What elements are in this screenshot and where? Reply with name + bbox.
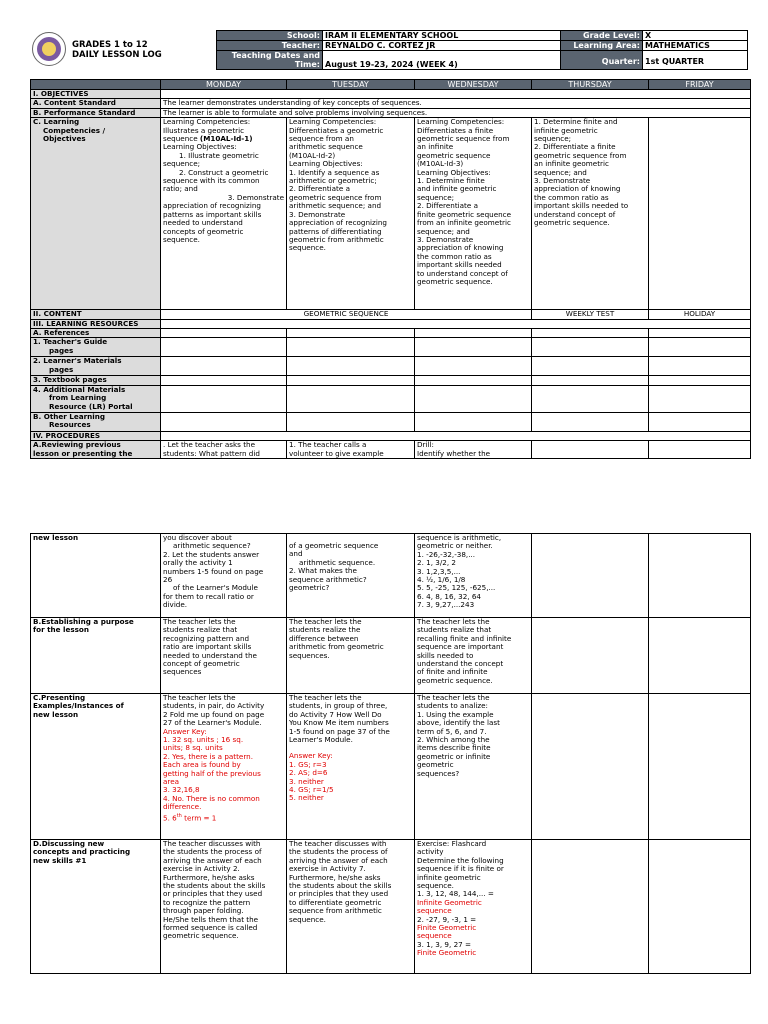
text-line: students, in pair, do Activity xyxy=(163,701,265,711)
text-line: 1. Determine finite xyxy=(417,176,485,186)
other-resources-label: B. Other Learning Resources xyxy=(31,412,161,431)
learning-area-label: Learning Area: xyxy=(561,41,643,51)
section-learning-resources: III. LEARNING RESOURCES xyxy=(31,319,161,328)
text-line: geometric sequence. xyxy=(163,931,239,941)
text-line: 3. 32,16,8 xyxy=(163,785,200,795)
title-line-1: GRADES 1 to 12 xyxy=(72,40,148,50)
tuesday-discussing xyxy=(287,840,415,974)
text-line: to understand concept of xyxy=(417,268,508,278)
text-line: geometric sequence xyxy=(417,150,491,160)
text-line: sequence. xyxy=(289,243,326,253)
text-line: to differentiate geometric xyxy=(289,897,382,907)
tuesday-presenting: The teacher lets the students, in group of three, do Activity 7 How Well Do You Know Me item numbers 1-5 found on page 37 of the Learner's Module. Answer Key: 1. GS; r=3 2. AS; d=6 3. neither 4. GS; r=1/5 5. neither xyxy=(287,694,415,840)
performance-standard-label: B. Performance Standard xyxy=(31,108,161,117)
text-line: (M10AL-Id-3) xyxy=(417,159,464,169)
thursday-content: WEEKLY TEST xyxy=(532,310,649,319)
section-content: II. CONTENT xyxy=(31,310,161,319)
text-line: The teacher discusses with xyxy=(289,839,387,848)
text-line: 1. GS; r=3 xyxy=(289,759,327,769)
monday-review-bottom: you discover about arithmetic sequence? 2. Let the students answer orally the activity 1 numbers 1-5 found on page 26 of the Learner's Module for them to recall ratio or divide. xyxy=(161,534,287,618)
text-line: 4. No. There is no common xyxy=(163,793,260,803)
text-line: Furthermore, he/she asks xyxy=(289,872,381,882)
teachers-guide-label: 1. Teacher's Guide pages xyxy=(31,338,161,357)
text-line: area xyxy=(163,777,180,787)
header-info-table xyxy=(216,30,748,70)
text-line: arithmetic sequence xyxy=(289,142,363,152)
tuesday-review-top: 1. The teacher calls a volunteer to give example xyxy=(287,441,415,459)
text-line: 2. Which among the xyxy=(417,735,490,745)
title-line-2: DAILY LESSON LOG xyxy=(72,50,162,60)
text-line: an infinite xyxy=(417,142,454,152)
teaching-dates-label: Teaching Dates and Time: xyxy=(217,51,323,70)
text-line: 5. neither xyxy=(289,793,324,803)
day-thursday: THURSDAY xyxy=(532,80,649,90)
text-line: exercise in Activity 7. xyxy=(289,864,366,874)
text-line: the students the process of xyxy=(289,847,388,857)
text-line: Differentiates a geometric xyxy=(289,125,384,135)
text-line: 1-5 found on page 37 of the xyxy=(289,726,390,736)
teacher-value: REYNALDO C. CORTEZ JR xyxy=(323,41,561,51)
text-line: sequence; and xyxy=(417,226,470,236)
section-procedures: IV. PROCEDURES xyxy=(31,431,161,440)
text-line: geometric sequence. xyxy=(417,675,493,685)
content-standard-label: A. Content Standard xyxy=(31,99,161,108)
discussing-label: D.Discussing new concepts and practicing new skills #1 xyxy=(31,840,161,974)
text-line: activity xyxy=(417,847,444,857)
text-line: The teacher discusses with xyxy=(163,839,261,848)
text-line: getting half of the previous xyxy=(163,768,261,778)
text-line: infinite geometric xyxy=(534,125,598,135)
wednesday-review-bottom: sequence is arithmetic, geometric or neither. 1. -26,-32,-38,... 2. 1, 3/2, 2 3. 1,2,3,5,... 4. ½, 1/6, 1/8 5. 5, -25, 125, -625,... 6. 4, 8, 16, 32, 64 7. 3, 9,27,...243 xyxy=(415,534,532,618)
text-line: difference between xyxy=(289,633,359,643)
text-line: geometric sequence from xyxy=(534,150,627,160)
teacher-label: Teacher: xyxy=(217,41,323,51)
quarter-value: 1st QUARTER xyxy=(643,57,748,70)
additional-materials-label: 4. Additional Materials from Learning Resource (LR) Portal xyxy=(31,385,161,412)
text-line: students realize the xyxy=(289,625,361,635)
teaching-dates-value: August 19-23, 2024 (WEEK 4) xyxy=(323,51,561,70)
performance-standard-value: The learner is able to formulate and solve problems involving sequences. xyxy=(161,108,751,117)
text-line: Learning Competencies: xyxy=(417,117,505,127)
text-line: sequence. xyxy=(289,914,326,924)
text-line: the common ratio as xyxy=(534,192,609,202)
day-friday: FRIDAY xyxy=(649,80,751,90)
text-line: 2. Differentiate a xyxy=(417,201,478,211)
text-line: appreciation of knowing xyxy=(534,184,621,194)
text-line: students to analize: xyxy=(417,701,488,711)
text-line: The teacher lets the xyxy=(417,693,490,702)
monday-presenting: The teacher lets the students, in pair, do Activity 2 Fold me up found on page 27 of the Learner's Module. Answer Key: 1. 32 sq. units ; 16 sq. units; 8 sq. units 2. Yes, there is a pattern. Each area is found by getting half of the previous area 3. 32,16,8 4. No. There is no common difference. 5. 6th term = 1 xyxy=(161,694,287,840)
text-line: 2. Yes, there is a pattern. xyxy=(163,751,254,761)
text-line: or principles that they used xyxy=(163,889,263,899)
text-line: term of 5, 6, and 7. xyxy=(417,726,487,736)
text-line: needed to understand the xyxy=(163,650,257,660)
text-line: patterns of differentiating xyxy=(289,226,382,236)
text-line: through paper folding. xyxy=(163,906,244,916)
day-tuesday: TUESDAY xyxy=(287,80,415,90)
text-line: The teacher lets the xyxy=(417,617,490,626)
text-line: difference. xyxy=(163,802,202,812)
text-line: important skills needed xyxy=(417,260,502,270)
tuesday-purpose xyxy=(287,618,415,694)
quarter-label: Quarter: xyxy=(561,57,643,70)
friday-content: HOLIDAY xyxy=(649,310,751,319)
text-line: 2. Differentiate a xyxy=(289,184,350,194)
text-line: ratio are important skills xyxy=(163,642,252,652)
text-line: infinite geometric xyxy=(417,872,481,882)
text-line: finite geometric sequence xyxy=(417,209,512,219)
textbook-label: 3. Textbook pages xyxy=(31,376,161,385)
text-line: sequence if it is finite or xyxy=(417,864,504,874)
reviewing-label-bottom: new lesson xyxy=(31,534,161,618)
text-line: units; 8 sq. units xyxy=(163,743,223,753)
reviewing-label-top: A.Reviewing previous lesson or presenting the xyxy=(31,441,161,459)
text-line: geometric or infinite xyxy=(417,751,491,761)
text-line: recognizing pattern and xyxy=(163,633,250,643)
content-topic: GEOMETRIC SEQUENCE xyxy=(161,310,532,319)
thursday-competencies xyxy=(532,118,649,310)
grade-value: X xyxy=(643,31,748,41)
text-line: exercise in Activity 2. xyxy=(163,864,240,874)
text-line: items describe finite xyxy=(417,743,491,753)
tuesday-review-bottom: of a geometric sequence and arithmetic sequence. 2. What makes the sequence arithmetic? geometric? xyxy=(287,534,415,618)
monday-discussing xyxy=(161,840,287,974)
day-monday: MONDAY xyxy=(161,80,287,90)
text-line: students, in group of three, xyxy=(289,701,388,711)
text-line: sequences. xyxy=(289,650,330,660)
school-value: IRAM II ELEMENTARY SCHOOL xyxy=(323,31,561,41)
day-wednesday: WEDNESDAY xyxy=(415,80,532,90)
text-line: above, identify the last xyxy=(417,718,500,728)
learning-area-value: MATHEMATICS xyxy=(643,41,748,51)
learners-materials-label: 2. Learner's Materials pages xyxy=(31,357,161,376)
text-line: appreciation of recognizing xyxy=(289,218,387,228)
grade-label: Grade Level: xyxy=(561,31,643,41)
text-line: The teacher lets the xyxy=(289,693,362,702)
purpose-label: B.Establishing a purpose for the lesson xyxy=(31,618,161,694)
text-line: geometric sequence from xyxy=(289,192,382,202)
text-line: You Know Me item numbers xyxy=(289,718,389,728)
text-line: the students the process of xyxy=(163,847,262,857)
text-line: (M10AL-Id-2) xyxy=(289,150,336,160)
text-line: Determine the following xyxy=(417,855,504,865)
monday-review-top: . Let the teacher asks the students: What pattern did xyxy=(161,441,287,459)
text-line: 1. 32 sq. units ; 16 sq. xyxy=(163,735,244,745)
text-line: 4. GS; r=1/5 xyxy=(289,785,334,795)
text-line: sequence; xyxy=(417,192,455,202)
text-line: The teacher lets the xyxy=(163,617,236,626)
wednesday-presenting xyxy=(415,694,532,840)
text-line: students realize that xyxy=(163,625,238,635)
text-line: arithmetic or geometric; xyxy=(289,176,377,186)
text-line: Differentiates a finite xyxy=(417,125,494,135)
school-label: School: xyxy=(217,31,323,41)
text-line: students realize that xyxy=(417,625,492,635)
text-line: sequence; and xyxy=(534,167,587,177)
text-line: Learning Objectives: xyxy=(289,159,363,169)
text-line: sequence are important xyxy=(417,642,504,652)
deped-seal-icon xyxy=(32,32,66,66)
text-line: Learner's Module. xyxy=(289,735,353,745)
text-line: formed sequence is called xyxy=(163,923,258,933)
monday-competencies: Learning Competencies: Illustrates a geometric sequence (M10AL-Id-1) Learning Objectives: 1. Illustrate geometric sequence; 2. Construct a geometric sequence with its common ratio; and 3. Demonstrate appreciation of recognizing patterns as important skills needed to understand concepts of geometric sequence. xyxy=(161,118,287,310)
text-line: 3. Demonstrate xyxy=(534,176,591,186)
text-line: the students about the skills xyxy=(289,881,392,891)
text-line: The teacher lets the xyxy=(163,693,236,702)
text-line: Each area is found by xyxy=(163,760,241,770)
text-line: appreciation of knowing xyxy=(417,243,504,253)
tuesday-competencies xyxy=(287,118,415,310)
text-line: The teacher lets the xyxy=(289,617,362,626)
text-line: concept of geometric xyxy=(163,659,240,669)
text-line: sequences xyxy=(163,667,202,677)
text-line: from an infinite geometric xyxy=(417,218,511,228)
text-line: skills needed to xyxy=(417,650,474,660)
text-line: understand concept of xyxy=(534,209,616,219)
lesson-log-table-page-1 xyxy=(30,79,751,459)
monday-purpose xyxy=(161,618,287,694)
text-line: sequence. xyxy=(417,881,454,891)
text-line: geometric from arithmetic xyxy=(289,234,384,244)
text-line: and infinite geometric xyxy=(417,184,497,194)
text-line: understand the concept xyxy=(417,659,504,669)
text-line: 3. Demonstrate xyxy=(289,209,346,219)
text-line: sequence from an xyxy=(289,134,354,144)
presenting-label: C.Presenting Examples/Instances of new lesson xyxy=(31,694,161,840)
lesson-log-table-page-2 xyxy=(30,533,751,974)
text-line: 1. Using the example xyxy=(417,709,494,719)
text-line: arithmetic from geometric xyxy=(289,642,384,652)
text-line: the students about the skills xyxy=(163,881,266,891)
references-label: A. References xyxy=(31,329,161,338)
text-line: geometric xyxy=(417,760,454,770)
text-line: 27 of the Learner's Module. xyxy=(163,718,262,728)
text-line: arriving the answer of each xyxy=(289,855,388,865)
text-line: Learning Competencies: xyxy=(289,117,377,127)
text-line: arithmetic sequence; and xyxy=(289,201,382,211)
text-line: of finite and infinite xyxy=(417,667,488,677)
text-line: 1. Identify a sequence as xyxy=(289,167,380,177)
text-line: geometric sequence. xyxy=(534,218,610,228)
text-line: sequence from arithmetic xyxy=(289,906,382,916)
text-line: to recognize the pattern xyxy=(163,897,251,907)
text-line: 3. neither xyxy=(289,776,324,786)
document-title xyxy=(72,40,162,60)
content-standard-value: The learner demonstrates understanding of key concepts of sequences. xyxy=(161,99,751,108)
text-line: an infinite geometric xyxy=(534,159,609,169)
text-line: 2. Differentiate a finite xyxy=(534,142,616,152)
text-line: 3. Demonstrate xyxy=(417,234,474,244)
text-line: Learning Objectives: xyxy=(417,167,491,177)
text-line: 1. Determine finite and xyxy=(534,117,618,127)
wednesday-purpose xyxy=(415,618,532,694)
wednesday-discussing: Exercise: Flashcard activity Determine the following sequence if it is finite or infinite geometric sequence. 1. 3, 12, 48, 144,... = Infinite Geometric sequence 2. -27, 9, -3, 1 = Finite Geometric sequence 3. 1, 3, 9, 27 = Finite Geometric xyxy=(415,840,532,974)
text-line: sequence; xyxy=(534,134,572,144)
section-objectives: I. OBJECTIVES xyxy=(31,90,161,99)
text-line: do Activity 7 How Well Do xyxy=(289,709,382,719)
text-line: geometric sequence from xyxy=(417,134,510,144)
text-line: geometric sequence. xyxy=(417,276,493,286)
competencies-label: C. Learning Competencies / Objectives xyxy=(31,118,161,310)
text-line: arriving the answer of each xyxy=(163,855,262,865)
wednesday-competencies xyxy=(415,118,532,310)
text-line: Exercise: Flashcard xyxy=(417,839,487,848)
text-line: the common ratio as xyxy=(417,251,492,261)
text-line: 2. AS; d=6 xyxy=(289,768,328,778)
text-line: or principles that they used xyxy=(289,889,389,899)
text-line: 2 Fold me up found on page xyxy=(163,709,265,719)
text-line: Furthermore, he/she asks xyxy=(163,872,255,882)
wednesday-review-top: Drill: Identify whether the xyxy=(415,441,532,459)
text-line: important skills needed to xyxy=(534,201,629,211)
text-line: sequences? xyxy=(417,768,460,778)
text-line: He/She tells them that the xyxy=(163,914,259,924)
text-line: recalling finite and infinite xyxy=(417,633,512,643)
